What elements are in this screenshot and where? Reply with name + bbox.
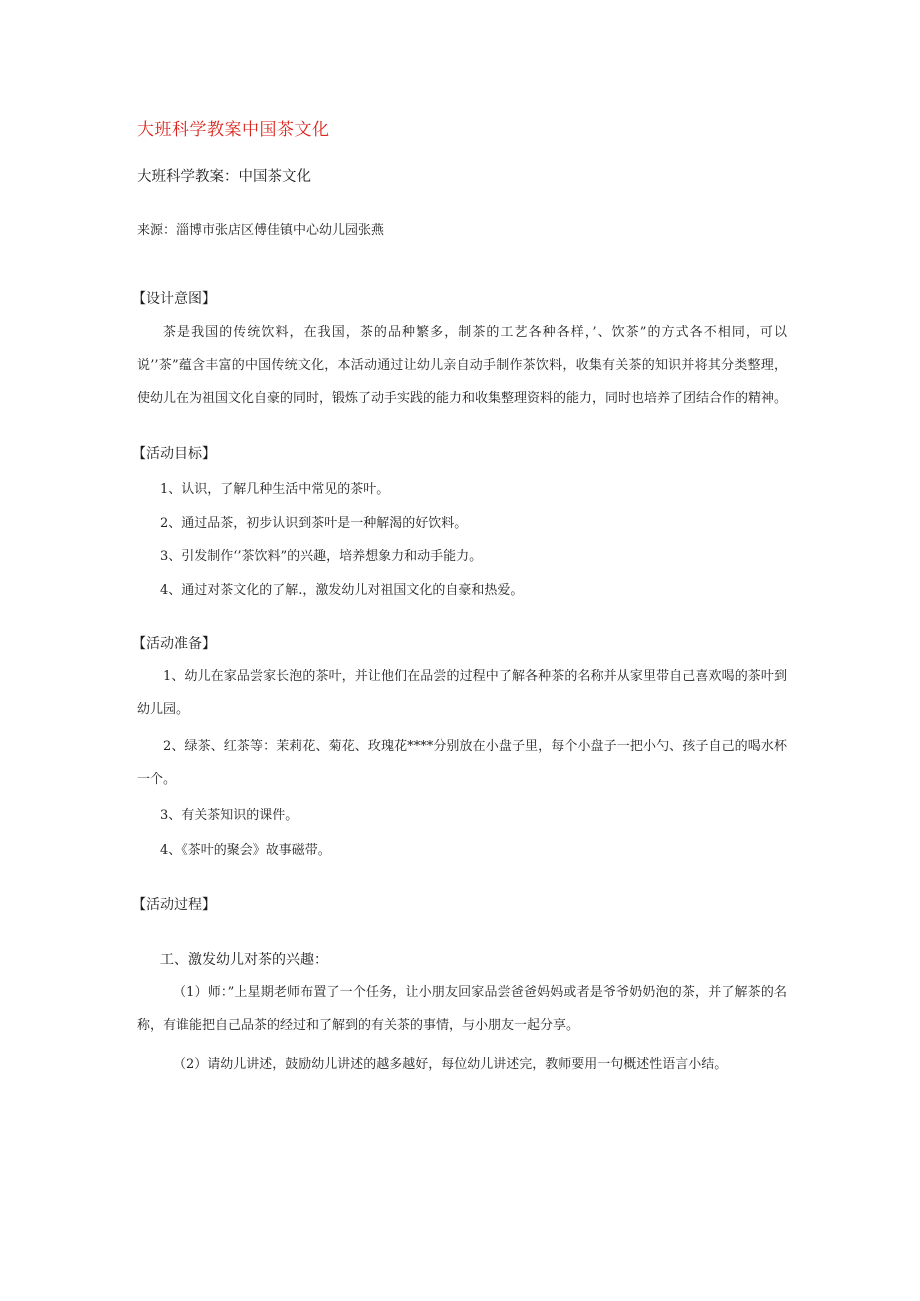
- preparation-item: 4、《茶叶的聚会》故事磁带。: [160, 843, 331, 858]
- preparation-item: 1、幼儿在家品尝家长泡的茶叶，并让他们在品尝的过程中了解各种茶的名称并从家里带自己喜欢喝的茶叶到幼儿园。: [137, 669, 787, 717]
- design-intent-paragraph: 茶是我国的传统饮料，在我国，茶的品种繁多，制茶的工艺各种各样，’、饮茶”的方式各不相同，可以说’’茶”蕴含丰富的中国传统文化，本活动通过让幼儿亲自动手制作茶饮料，收集有关茶的知识并将其分类整理，使幼儿在为祖国文化自豪的同时，锻炼了动手实践的能力和收集整理资料的能力，同时也培养了团结合作的精神。: [137, 325, 788, 406]
- goal-item: 4、通过对茶文化的了解.，激发幼儿对祖国文化的自豪和热爱。: [160, 583, 524, 598]
- process-heading: 【活动过程】: [132, 897, 216, 913]
- process-step-title: 工、激发幼儿对茶的兴趣：: [160, 952, 328, 968]
- goal-item: 3、引发制作‘’茶饮料”的兴趣，培养想象力和动手能力。: [160, 549, 483, 564]
- design-intent-heading: 【设计意图】: [132, 291, 216, 307]
- goals-heading: 【活动目标】: [132, 446, 216, 462]
- goal-item: 2、通过品茶，初步认识到茶叶是一种解渴的好饮料。: [160, 516, 468, 531]
- process-step-item: （1）师：”上星期老师布置了一个任务，让小朋友回家品尝爸爸妈妈或者是爷爷奶奶泡的茶，并了解茶的名称，有谁能把自己品茶的经过和了解到的有关茶的事情，与小朋友一起分享。: [137, 985, 787, 1033]
- document-title: 大班科学教案中国茶文化: [137, 120, 330, 140]
- preparation-heading: 【活动准备】: [132, 636, 216, 652]
- goal-item: 1、认识，了解几种生活中常见的茶叶。: [160, 482, 390, 497]
- preparation-item: 2、绿茶、红茶等：茉莉花、菊花、玫瑰花****分别放在小盘子里，每个小盘子一把小勺、孩子自己的喝水杯一个。: [137, 739, 787, 787]
- source-line: 来源：淄博市张店区傅佳镇中心幼儿园张燕: [137, 223, 385, 238]
- document-subtitle: 大班科学教案：中国茶文化: [137, 169, 311, 185]
- preparation-item: 3、有关茶知识的课件。: [160, 808, 299, 823]
- process-step-item: （2）请幼儿讲述，鼓励幼儿讲述的越多越好，每位幼儿讲述完，教师要用一句概述性语言小结。: [173, 1057, 728, 1072]
